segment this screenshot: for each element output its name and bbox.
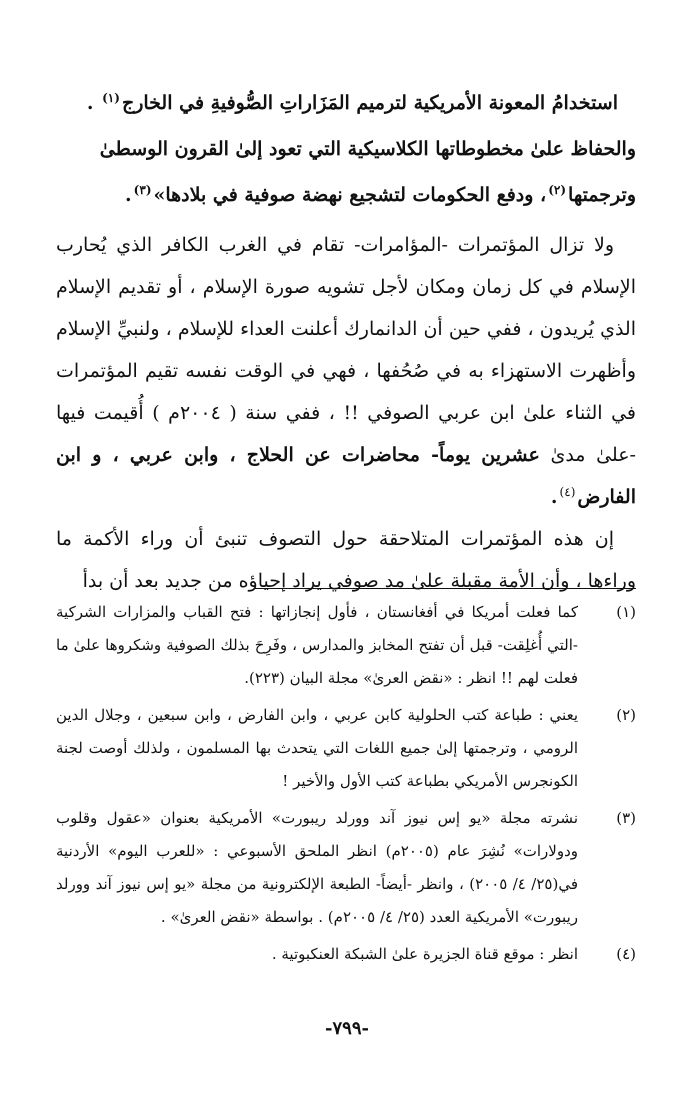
footnote-item xyxy=(56,802,636,934)
bold-line-3: وترجمتها$^{(٢)}$، ودفع الحكومات لتشجيع نهضة صوفية في بلادها»$^{(٣)}$. xyxy=(125,182,636,206)
footnote-number: (٢) xyxy=(616,706,636,724)
quoted-bold-text xyxy=(56,80,636,218)
footnote-text: نشرته مجلة «يو إس نيوز آند وورلد ريبورت» الأمريكية بعنوان «عقول وقلوب ودولارات» نُشِرَ عام (٢٠٠٥م) انظر الملحق الأسبوعي : «للعرب اليوم» الأردنية في(٢٥/ ٤/ ٢٠٠٥) ، وانظر -أيضاً- الطبعة الإلكترونية من مجلة «يو إس نيوز آند وورلد ريبورت» الأمريكية العدد (٢٥/ ٤/ ٢٠٠٥م) . بواسطة «نقض العرىٰ» . xyxy=(56,809,578,926)
main-text xyxy=(56,80,636,602)
footnote-text: يعني : طباعة كتب الحلولية كابن عربي ، وابن الفارض ، وابن سبعين ، وجلال الدين الرومي ، وترجمتها إلىٰ جميع اللغات التي يتحدث بها المسلمون ، ولذلك أوصت لجنة الكونجرس الأمريكي بطباعة كتب الأول والأخير ! xyxy=(56,706,578,790)
bold-line-1: استخدامُ المعونة الأمريكية لترميم المَزَاراتِ الصُّوفيةِ في الخارج$^{(١)}$ . xyxy=(86,90,618,114)
footnote-number: (٣) xyxy=(616,809,636,827)
footnote-item xyxy=(56,938,636,971)
footnotes xyxy=(56,596,636,975)
paragraph-1: ولا تزال المؤتمرات -المؤامرات- تقام في الغرب الكافر الذي يُحارب الإسلام في كل زمان ومكان لأجل تشويه صورة الإسلام ، أو تقديم الإسلام الذي يُريدون ، ففي حين أن الدانمارك أعلنت العداء للإسلام ، ولنبيِّ الإسلام وأظهرت الاستهزاء به في صُحُفها ، فهي في الوقت نفسه تقيم المؤتمرات في الثناء علىٰ ابن عربي الصوفي !! ، ففي سنة ( ٢٠٠٤م ) أُقيمت فيها -علىٰ مدىٰ عشرين يوماً- محاضرات عن الحلاج ، وابن عربي ، و ابن الفارض$^{(٤)}$. xyxy=(56,234,636,508)
footnote-text: انظر : موقع قناة الجزيرة علىٰ الشبكة العنكبوتية . xyxy=(271,945,578,963)
paragraph-2: إن هذه المؤتمرات المتلاحقة حول التصوف تنبئ أن وراء الأكمة ما وراءها ، وأن الأمة مقبلة علىٰ مد صوفي يراد إحياؤه من جديد بعد أن بدأ xyxy=(56,528,636,592)
footnote-ref-2: (٢) xyxy=(548,182,567,197)
footnote-item xyxy=(56,699,636,798)
footnote-ref-1: (١) xyxy=(102,90,120,105)
page-number: -٧٩٩- xyxy=(325,1018,369,1039)
footnote-divider xyxy=(254,588,636,589)
bold-line-2: والحفاظ علىٰ مخطوطاتها الكلاسيكية التي تعود إلىٰ القرون الوسطىٰ xyxy=(99,138,636,160)
footnote-item xyxy=(56,596,636,695)
footnote-ref-3: (٣) xyxy=(133,182,152,197)
footnote-number: (٤) xyxy=(616,945,636,963)
footnote-ref-4: (٤) xyxy=(559,484,576,499)
footnote-number: (١) xyxy=(616,603,636,621)
paragraph-1-bold: عشرين يوماً- محاضرات عن الحلاج ، وابن عربي ، و ابن الفارض xyxy=(56,444,636,508)
footnote-text: كما فعلت أمريكا في أفغانستان ، فأول إنجازاتها : فتح القباب والمزارات الشركية -التي أُغلِقت- قبل أن تفتح المخابز والمدارس ، وفَرِحَ بذلك الصوفية وشكروها علىٰ ما فعلت لهم !! انظر : «نقض العرىٰ» مجلة البيان (٢٢٣). xyxy=(56,603,578,687)
